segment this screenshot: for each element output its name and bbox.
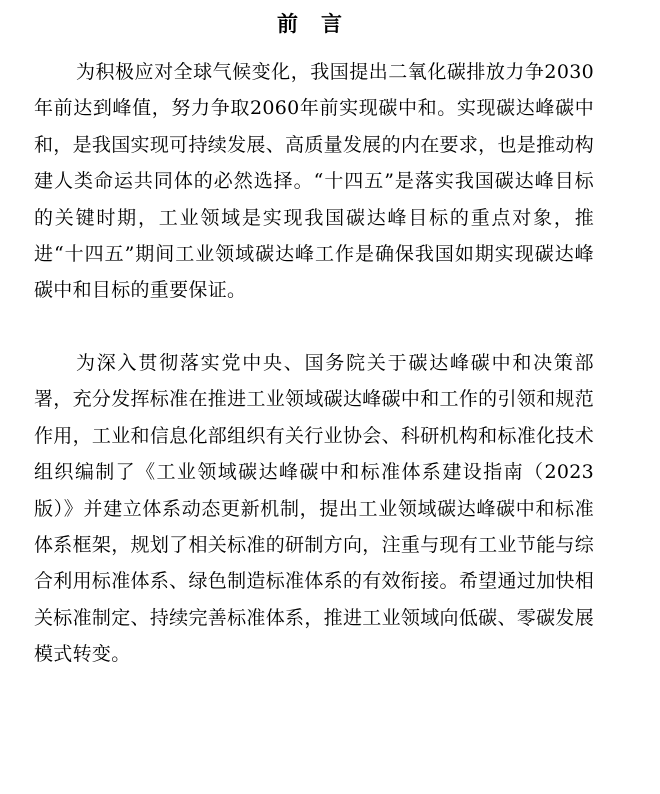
page-title bbox=[0, 6, 620, 42]
paragraph-2: 为深入贯彻落实党中央、国务院关于碳达峰碳中和决策部署，充分发挥标准在推进工业领域碳达峰碳中和工作的引领和规范作用，工业和信息化部组织有关行业协会、科研机构和标准化技术组织编制了《工业领域碳达峰碳中和标准体系建设指南（2023版）》并建立体系动态更新机制，提出工业领域碳达峰碳中和标准体系框架，规划了相关标准的研制方向，注重与现有工业节能与综合利用标准体系、绿色制造标准体系的有效衔接。希望通过加快相关标准制定、持续完善标准体系，推进工业领域向低碳、零碳发展模式转变。 bbox=[34, 352, 594, 666]
paragraph-1: 为积极应对全球气候变化，我国提出二氧化碳排放力争2030年前达到峰值，努力争取2060年前实现碳中和。实现碳达峰碳中和，是我国实现可持续发展、高质量发展的内在要求，也是推动构建人类命运共同体的必然选择。“十四五”是落实我国碳达峰目标的关键时期，工业领域是实现我国碳达峰目标的重点对象，推进“十四五”期间工业领域碳达峰工作是确保我国如期实现碳达峰碳中和目标的重要保证。 bbox=[34, 61, 594, 302]
title-char-1: 前 bbox=[277, 11, 299, 36]
title-char-2: 言 bbox=[321, 11, 343, 36]
